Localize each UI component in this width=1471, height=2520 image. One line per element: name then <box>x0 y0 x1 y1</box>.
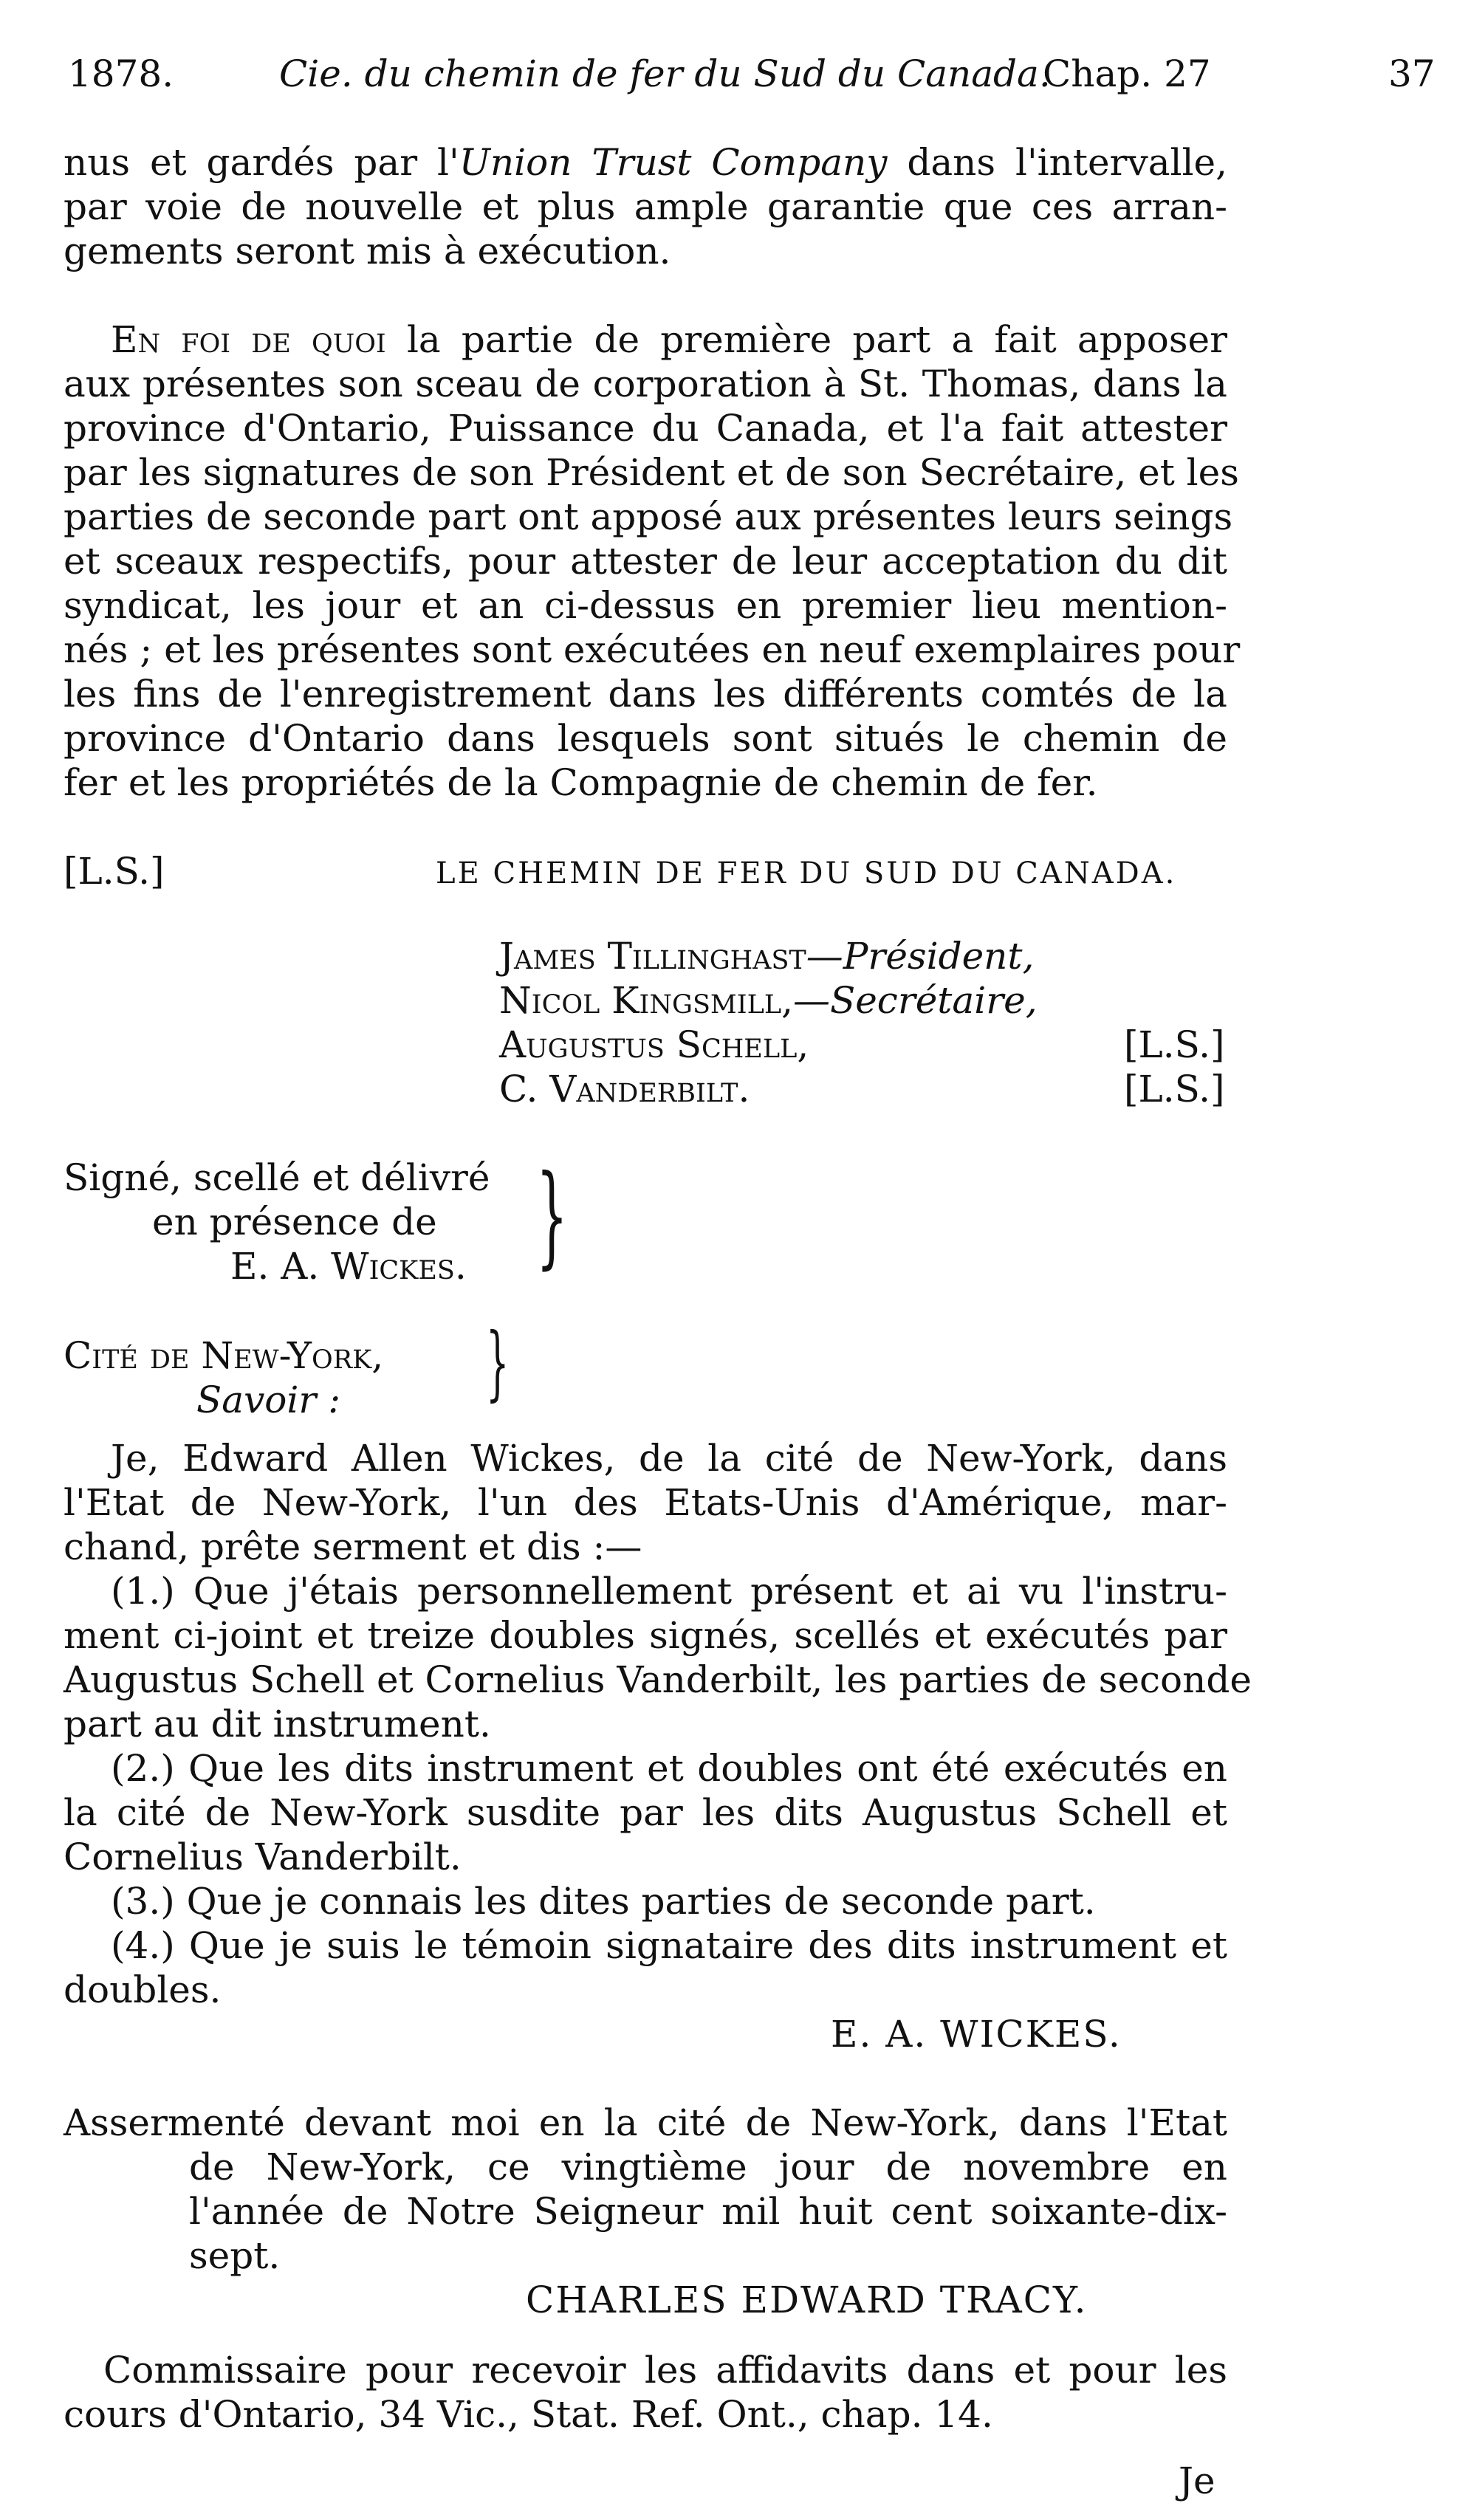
header-year: 1878. <box>68 52 174 95</box>
sworn-line: l'année de Notre Seigneur mil huit cent soixante-dix- <box>189 2190 1227 2233</box>
affidavit-line: (2.) Que les dits instrument et doubles ont été exécutés en <box>111 1747 1227 1790</box>
brace-icon: } <box>486 1315 510 1410</box>
paragraph-2-line: nés ; et les présentes sont exécutées en neuf exemplaires pour <box>64 628 1241 671</box>
affidavit-line: chand, prête serment et dis :— <box>64 1525 642 1568</box>
paragraph-2-line: province d'Ontario, Puissance du Canada, et l'a fait attester <box>64 407 1227 450</box>
affidavit-line: Je, Edward Allen Wickes, de la cité de New-York, dans <box>111 1437 1227 1480</box>
sworn-line: Assermenté devant moi en la cité de New-York, dans l'Etat <box>64 2101 1227 2144</box>
signatory-4: C. Vanderbilt. <box>499 1068 750 1110</box>
paragraph-1-line-1: nus et gardés par l'Union Trust Company dans l'intervalle, <box>64 141 1227 184</box>
affidavit-line: part au dit instrument. <box>64 1703 491 1745</box>
company-name: LE CHEMIN DE FER DU SUD DU CANADA. <box>436 856 1177 890</box>
signatory-4-seal: [L.S.] <box>1124 1068 1225 1110</box>
commissioner-line: Commissaire pour recevoir les affidavits dans et pour les <box>103 2349 1227 2392</box>
seal-mark: [L.S.] <box>64 850 165 893</box>
sworn-line: sept. <box>189 2234 281 2277</box>
paragraph-2-line: et sceaux respectifs, pour attester de leur acceptation du dit <box>64 540 1227 583</box>
paragraph-2-line: les fins de l'enregistrement dans les différents comtés de la <box>64 673 1227 715</box>
venue-line-2: Savoir : <box>196 1379 341 1421</box>
brace-icon: } <box>536 1152 568 1280</box>
catchword: Je <box>1179 2459 1215 2502</box>
sworn-line: de New-York, ce vingtième jour de novembre en <box>189 2146 1227 2188</box>
signatory-3-seal: [L.S.] <box>1124 1023 1225 1066</box>
affidavit-line: (4.) Que je suis le témoin signataire des dits instrument et <box>111 1924 1227 1967</box>
venue-line-1: Cité de New-York, <box>64 1334 384 1377</box>
signatory-2: Nicol Kingsmill,—Secrétaire, <box>499 979 1038 1022</box>
signatory-3: Augustus Schell, <box>499 1023 809 1066</box>
header-title: Cie. du chemin de fer du Sud du Canada. <box>279 52 1051 95</box>
paragraph-2-line: fer et les propriétés de la Compagnie de chemin de fer. <box>64 761 1098 804</box>
paragraph-1-line-2: par voie de nouvelle et plus ample garantie que ces arran- <box>64 185 1227 228</box>
affidavit-line: ment ci-joint et treize doubles signés, scellés et exécutés par <box>64 1614 1227 1657</box>
paragraph-2-line: province d'Ontario dans lesquels sont situés le chemin de <box>64 717 1227 760</box>
witness-line-2: en présence de <box>152 1201 437 1243</box>
affidavit-line: Cornelius Vanderbilt. <box>64 1836 462 1878</box>
affidavit-line: (3.) Que je connais les dites parties de seconde part. <box>111 1880 1096 1923</box>
paragraph-2-line: parties de seconde part ont apposé aux présentes leurs seings <box>64 495 1233 538</box>
paragraph-1-line-3: gements seront mis à exécution. <box>64 230 671 272</box>
signatory-1: James Tillinghast—Président, <box>499 935 1035 978</box>
witness-line-3: E. A. Wickes. <box>230 1245 467 1288</box>
affidavit-line: l'Etat de New-York, l'un des Etats-Unis d'Amérique, mar- <box>64 1481 1227 1524</box>
paragraph-2-line: syndicat, les jour et an ci-dessus en premier lieu mention- <box>64 584 1227 627</box>
union-trust-company: Union Trust Company <box>459 141 888 184</box>
en-foi-de-quoi: En foi de quoi <box>111 318 386 361</box>
affidavit-line: Augustus Schell et Cornelius Vanderbilt, les parties de seconde <box>64 1658 1252 1701</box>
paragraph-2-line: par les signatures de son Président et de son Secrétaire, et les <box>64 451 1239 494</box>
affiant-signature: E. A. WICKES. <box>831 2013 1122 2056</box>
affidavit-line: doubles. <box>64 1968 222 2011</box>
affidavit-line: (1.) Que j'étais personnellement présent et ai vu l'instru- <box>111 1570 1227 1613</box>
affidavit-line: la cité de New-York susdite par les dits Augustus Schell et <box>64 1791 1227 1834</box>
commissioner-line: cours d'Ontario, 34 Vic., Stat. Ref. Ont., chap. 14. <box>64 2393 993 2436</box>
paragraph-2-line-1: En foi de quoi la partie de première part a fait apposer <box>111 318 1227 361</box>
commissioner-signature: CHARLES EDWARD TRACY. <box>526 2279 1088 2321</box>
witness-line-1: Signé, scellé et délivré <box>64 1156 490 1199</box>
header-chapter: Chap. 27 <box>1043 52 1211 95</box>
paragraph-2-line: aux présentes son sceau de corporation à St. Thomas, dans la <box>64 363 1227 405</box>
page-number: 37 <box>1388 52 1436 95</box>
